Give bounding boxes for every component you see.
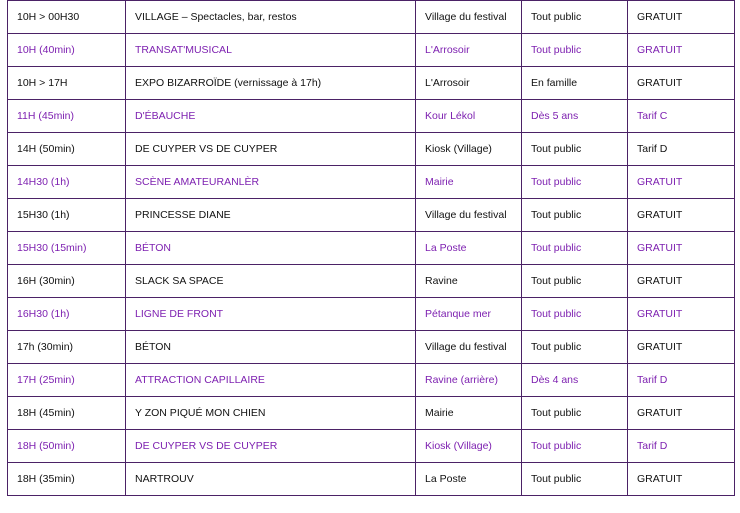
audience-cell: Tout public xyxy=(522,265,628,298)
table-row-highlighted xyxy=(8,34,735,67)
table-row-highlighted xyxy=(8,232,735,265)
table-row xyxy=(8,133,735,166)
schedule-body xyxy=(8,1,735,496)
audience-cell: Tout public xyxy=(522,34,628,67)
place-cell: Kour Lékol xyxy=(416,100,522,133)
price-cell: GRATUIT xyxy=(628,166,735,199)
table-row xyxy=(8,67,735,100)
price-cell: GRATUIT xyxy=(628,463,735,496)
time-cell: 18H (45min) xyxy=(8,397,126,430)
place-cell: Pétanque mer xyxy=(416,298,522,331)
price-cell: GRATUIT xyxy=(628,298,735,331)
time-cell: 15H30 (1h) xyxy=(8,199,126,232)
table-row xyxy=(8,1,735,34)
table-row-highlighted xyxy=(8,364,735,397)
table-row xyxy=(8,397,735,430)
time-cell: 17h (30min) xyxy=(8,331,126,364)
title-cell: NARTROUV xyxy=(126,463,416,496)
time-cell: 15H30 (15min) xyxy=(8,232,126,265)
place-cell: Kiosk (Village) xyxy=(416,133,522,166)
place-cell: Village du festival xyxy=(416,331,522,364)
time-cell: 10H > 17H xyxy=(8,67,126,100)
place-cell: La Poste xyxy=(416,463,522,496)
audience-cell: Tout public xyxy=(522,166,628,199)
time-cell: 18H (50min) xyxy=(8,430,126,463)
price-cell: GRATUIT xyxy=(628,67,735,100)
place-cell: Mairie xyxy=(416,166,522,199)
price-cell: GRATUIT xyxy=(628,199,735,232)
title-cell: EXPO BIZARROÏDE (vernissage à 17h) xyxy=(126,67,416,100)
price-cell: GRATUIT xyxy=(628,397,735,430)
audience-cell: Tout public xyxy=(522,199,628,232)
audience-cell: Tout public xyxy=(522,397,628,430)
time-cell: 18H (35min) xyxy=(8,463,126,496)
audience-cell: Tout public xyxy=(522,298,628,331)
title-cell: LIGNE DE FRONT xyxy=(126,298,416,331)
title-cell: BÉTON xyxy=(126,232,416,265)
audience-cell: Dès 4 ans xyxy=(522,364,628,397)
place-cell: Mairie xyxy=(416,397,522,430)
price-cell: GRATUIT xyxy=(628,34,735,67)
audience-cell: Tout public xyxy=(522,1,628,34)
table-row-highlighted xyxy=(8,100,735,133)
table-row xyxy=(8,265,735,298)
price-cell: GRATUIT xyxy=(628,232,735,265)
title-cell: SLACK SA SPACE xyxy=(126,265,416,298)
place-cell: La Poste xyxy=(416,232,522,265)
time-cell: 11H (45min) xyxy=(8,100,126,133)
price-cell: Tarif D xyxy=(628,364,735,397)
audience-cell: En famille xyxy=(522,67,628,100)
audience-cell: Tout public xyxy=(522,133,628,166)
table-row-highlighted xyxy=(8,430,735,463)
price-cell: Tarif D xyxy=(628,430,735,463)
title-cell: DE CUYPER VS DE CUYPER xyxy=(126,133,416,166)
place-cell: Village du festival xyxy=(416,199,522,232)
price-cell: GRATUIT xyxy=(628,1,735,34)
title-cell: TRANSAT'MUSICAL xyxy=(126,34,416,67)
price-cell: Tarif C xyxy=(628,100,735,133)
time-cell: 14H30 (1h) xyxy=(8,166,126,199)
title-cell: DE CUYPER VS DE CUYPER xyxy=(126,430,416,463)
title-cell: ATTRACTION CAPILLAIRE xyxy=(126,364,416,397)
audience-cell: Tout public xyxy=(522,430,628,463)
audience-cell: Tout public xyxy=(522,232,628,265)
table-row-highlighted xyxy=(8,166,735,199)
place-cell: Kiosk (Village) xyxy=(416,430,522,463)
title-cell: SCÈNE AMATEURANLÈR xyxy=(126,166,416,199)
place-cell: L'Arrosoir xyxy=(416,67,522,100)
place-cell: Ravine (arrière) xyxy=(416,364,522,397)
time-cell: 10H (40min) xyxy=(8,34,126,67)
time-cell: 16H (30min) xyxy=(8,265,126,298)
audience-cell: Dès 5 ans xyxy=(522,100,628,133)
table-row xyxy=(8,463,735,496)
audience-cell: Tout public xyxy=(522,463,628,496)
title-cell: PRINCESSE DIANE xyxy=(126,199,416,232)
table-row xyxy=(8,331,735,364)
table-row-highlighted xyxy=(8,298,735,331)
price-cell: GRATUIT xyxy=(628,265,735,298)
price-cell: GRATUIT xyxy=(628,331,735,364)
schedule-table xyxy=(7,0,735,496)
price-cell: Tarif D xyxy=(628,133,735,166)
time-cell: 17H (25min) xyxy=(8,364,126,397)
title-cell: VILLAGE – Spectacles, bar, restos xyxy=(126,1,416,34)
time-cell: 16H30 (1h) xyxy=(8,298,126,331)
table-row xyxy=(8,199,735,232)
place-cell: L'Arrosoir xyxy=(416,34,522,67)
time-cell: 14H (50min) xyxy=(8,133,126,166)
time-cell: 10H > 00H30 xyxy=(8,1,126,34)
place-cell: Ravine xyxy=(416,265,522,298)
place-cell: Village du festival xyxy=(416,1,522,34)
title-cell: Y ZON PIQUÉ MON CHIEN xyxy=(126,397,416,430)
audience-cell: Tout public xyxy=(522,331,628,364)
title-cell: D'ÉBAUCHE xyxy=(126,100,416,133)
title-cell: BÉTON xyxy=(126,331,416,364)
